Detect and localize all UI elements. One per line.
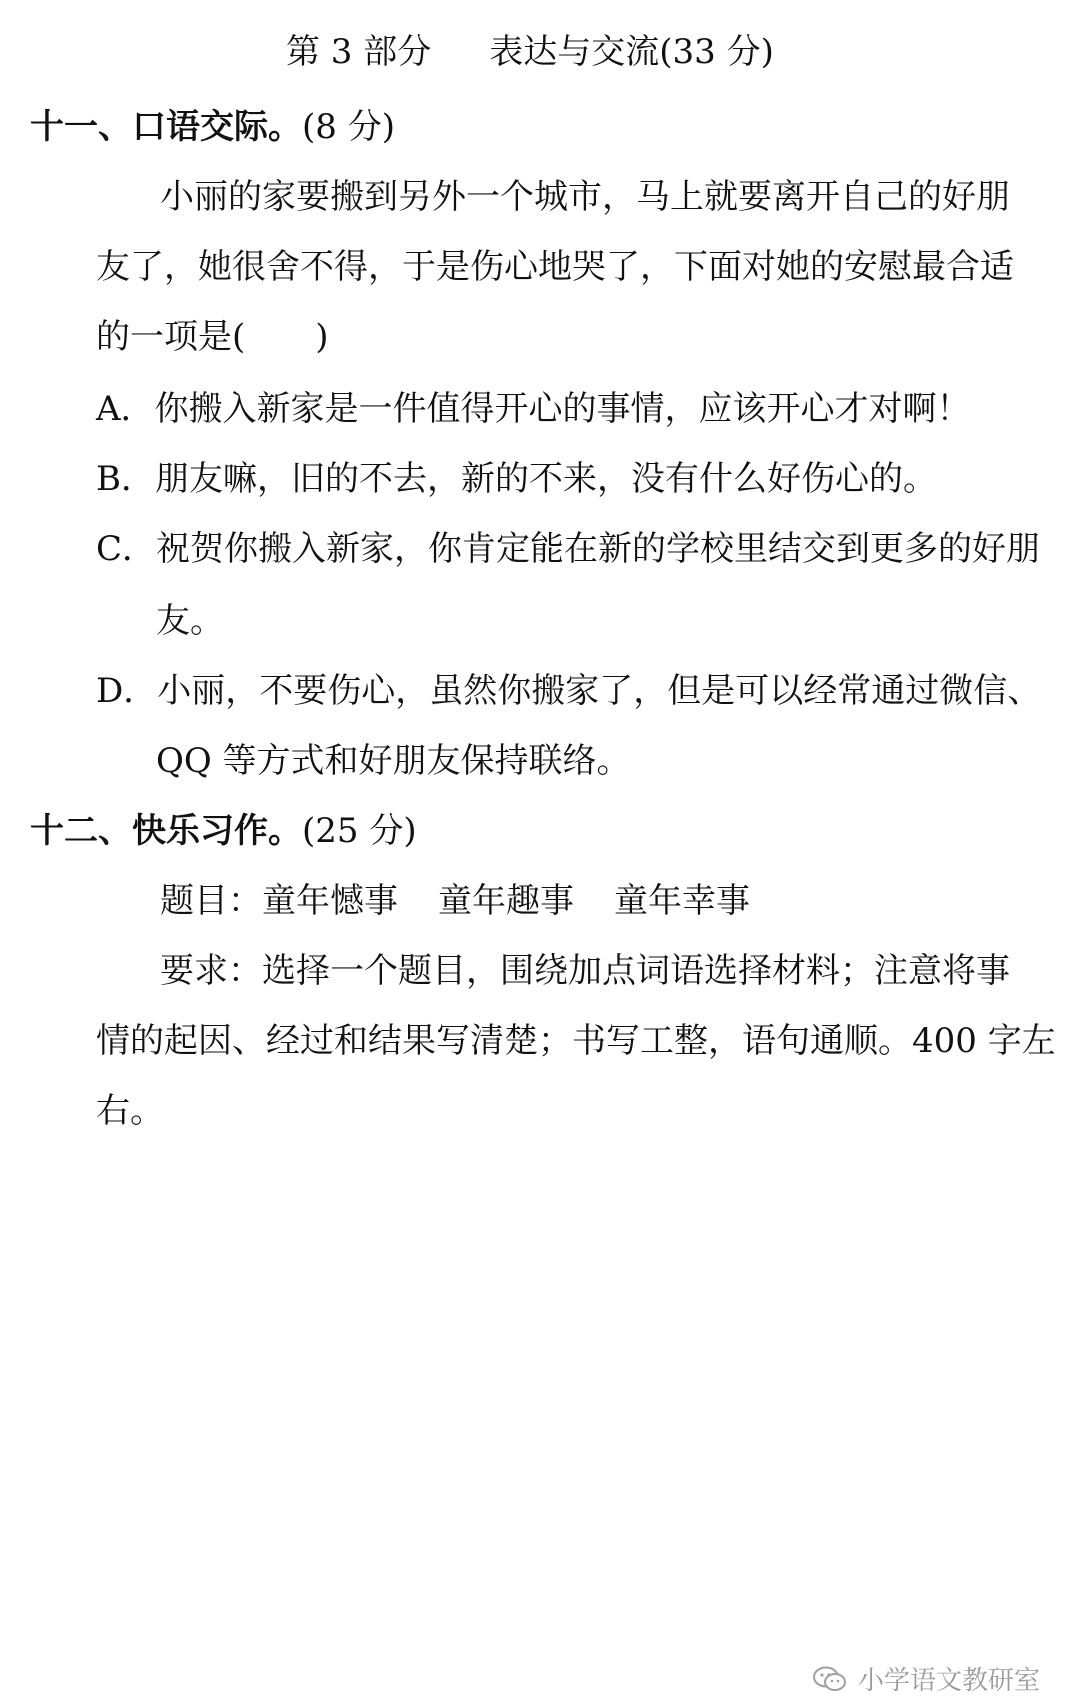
topic-1: 题目：童年憾事 bbox=[160, 881, 398, 921]
part-header bbox=[286, 32, 774, 72]
prompt-line-3-text: 的一项是( bbox=[96, 317, 246, 357]
section-12-title: 十二、快乐习作。 bbox=[30, 811, 302, 851]
prompt-line-3 bbox=[96, 317, 329, 357]
section-11-heading bbox=[30, 107, 395, 147]
section-12-heading bbox=[30, 811, 417, 851]
requirement-line-1: 要求：选择一个题目，围绕加点词语选择材料；注意将事 bbox=[160, 951, 1010, 991]
section-11-title: 十一、口语交际。 bbox=[30, 107, 302, 147]
watermark-text: 小学语文教研室 bbox=[857, 1666, 1040, 1696]
wechat-icon bbox=[812, 1665, 848, 1693]
option-d-line-1: D．小丽，不要伤心，虽然你搬家了，但是可以经常通过微信、 bbox=[96, 671, 1042, 711]
topic-2: 童年趣事 bbox=[438, 881, 574, 921]
part-title: 表达与交流(33 分) bbox=[489, 32, 774, 72]
option-c-line-2: 友。 bbox=[156, 601, 224, 641]
watermark bbox=[812, 1660, 1040, 1697]
requirement-line-3: 右。 bbox=[96, 1091, 164, 1131]
option-c-line-1: C．祝贺你搬入新家，你肯定能在新的学校里结交到更多的好朋 bbox=[96, 529, 1041, 569]
topic-3: 童年幸事 bbox=[614, 881, 750, 921]
option-b: B．朋友嘛，旧的不去，新的不来，没有什么好伤心的。 bbox=[96, 459, 937, 499]
prompt-line-1: 小丽的家要搬到另外一个城市，马上就要离开自己的好朋 bbox=[160, 177, 1010, 217]
prompt-line-2: 友了，她很舍不得，于是伤心地哭了，下面对她的安慰最合适 bbox=[96, 247, 1014, 287]
option-a: A．你搬入新家是一件值得开心的事情，应该开心才对啊！ bbox=[96, 389, 971, 429]
option-d-line-2: QQ 等方式和好朋友保持联络。 bbox=[156, 741, 631, 781]
part-label: 第 3 部分 bbox=[286, 32, 432, 72]
section-11-score: (8 分) bbox=[302, 107, 395, 147]
topic-line bbox=[160, 881, 750, 921]
prompt-close-paren: ) bbox=[315, 317, 329, 357]
requirement-line-2: 情的起因、经过和结果写清楚；书写工整，语句通顺。400 字左 bbox=[96, 1021, 1056, 1061]
section-12-score: (25 分) bbox=[302, 811, 417, 851]
